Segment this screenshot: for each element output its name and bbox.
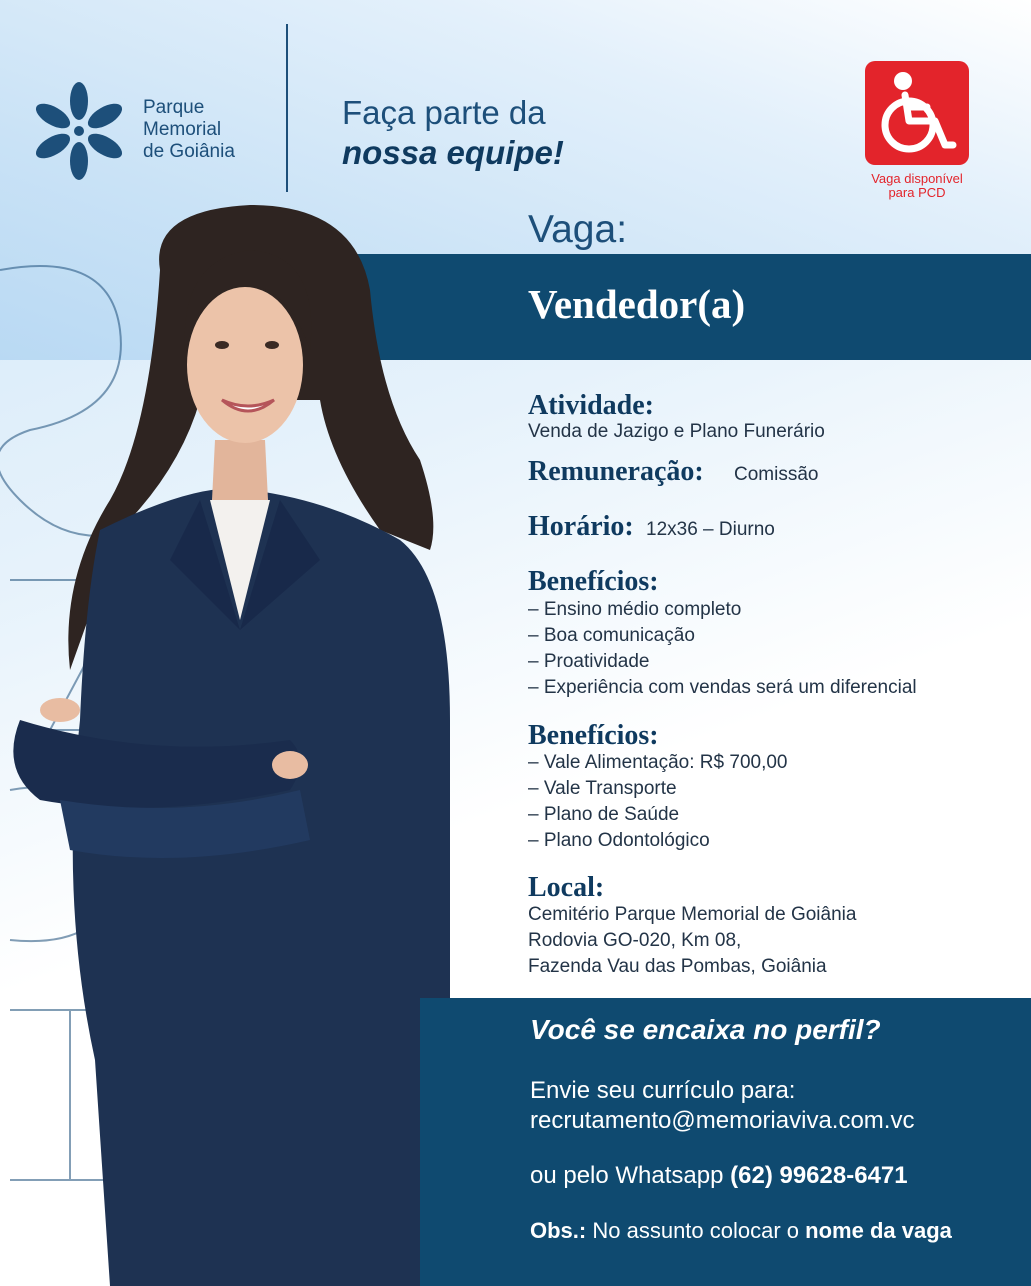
brand-line: Memorial — [143, 119, 222, 140]
atividade-heading: Atividade: — [528, 390, 654, 421]
whatsapp-prefix: ou pelo Whatsapp — [530, 1162, 724, 1189]
send-label: Envie seu currículo para: — [530, 1077, 796, 1104]
brand-line: Parque — [143, 97, 205, 118]
list-item: – Ensino médio completo — [528, 599, 742, 620]
footer-question: Você se encaixa no perfil? — [530, 1014, 881, 1045]
remuneracao-value: Comissão — [734, 464, 819, 485]
job-title: Vendedor(a) — [528, 281, 746, 327]
obs-label: Obs.: — [530, 1218, 587, 1243]
whatsapp-number[interactable]: (62) 99628-6471 — [730, 1162, 908, 1189]
pcd-caption-line: para PCD — [888, 185, 946, 200]
local-address — [528, 902, 856, 980]
local-heading: Local: — [528, 872, 605, 903]
remuneracao-heading: Remuneração: — [528, 456, 704, 487]
pcd-caption-line: Vaga disponível — [871, 171, 963, 186]
list-item: – Boa comunicação — [528, 625, 695, 646]
horario-value: 12x36 – Diurno — [646, 519, 775, 540]
pcd-badge — [865, 61, 969, 165]
header-divider — [286, 24, 288, 192]
whatsapp-line — [530, 1161, 908, 1191]
list-item: – Experiência com vendas será um diferencial — [528, 677, 917, 698]
requisitos-list — [528, 597, 917, 701]
horario-heading: Horário: — [528, 511, 634, 542]
address-line: Rodovia GO-020, Km 08, — [528, 930, 742, 951]
tagline-line2: nossa equipe! — [342, 134, 564, 171]
tagline-line1: Faça parte da — [342, 94, 546, 131]
woman-photo — [0, 200, 460, 1286]
beneficios-heading: Benefícios: — [528, 720, 659, 751]
pcd-caption — [848, 172, 986, 200]
email-link[interactable]: recrutamento@memoriaviva.com.vc — [530, 1107, 915, 1134]
brand-line: de Goiânia — [143, 141, 235, 162]
obs-bold: nome da vaga — [805, 1218, 952, 1243]
requisitos-heading: Benefícios: — [528, 566, 659, 597]
atividade-value: Venda de Jazigo e Plano Funerário — [528, 421, 825, 442]
brand-name — [143, 97, 235, 163]
list-item: – Vale Alimentação: R$ 700,00 — [528, 752, 788, 773]
list-item: – Proatividade — [528, 651, 650, 672]
wheelchair-icon — [865, 61, 969, 165]
obs-text: No assunto colocar o — [592, 1218, 800, 1243]
list-item: – Vale Transporte — [528, 778, 677, 799]
flower-logo-icon — [24, 78, 134, 188]
beneficios-list — [528, 750, 788, 854]
list-item: – Plano Odontológico — [528, 830, 710, 851]
list-item: – Plano de Saúde — [528, 804, 680, 825]
address-line: Cemitério Parque Memorial de Goiânia — [528, 904, 857, 925]
obs-line — [530, 1216, 952, 1246]
vaga-label: Vaga: — [528, 208, 628, 251]
address-line: Fazenda Vau das Pombas, Goiânia — [528, 956, 827, 977]
